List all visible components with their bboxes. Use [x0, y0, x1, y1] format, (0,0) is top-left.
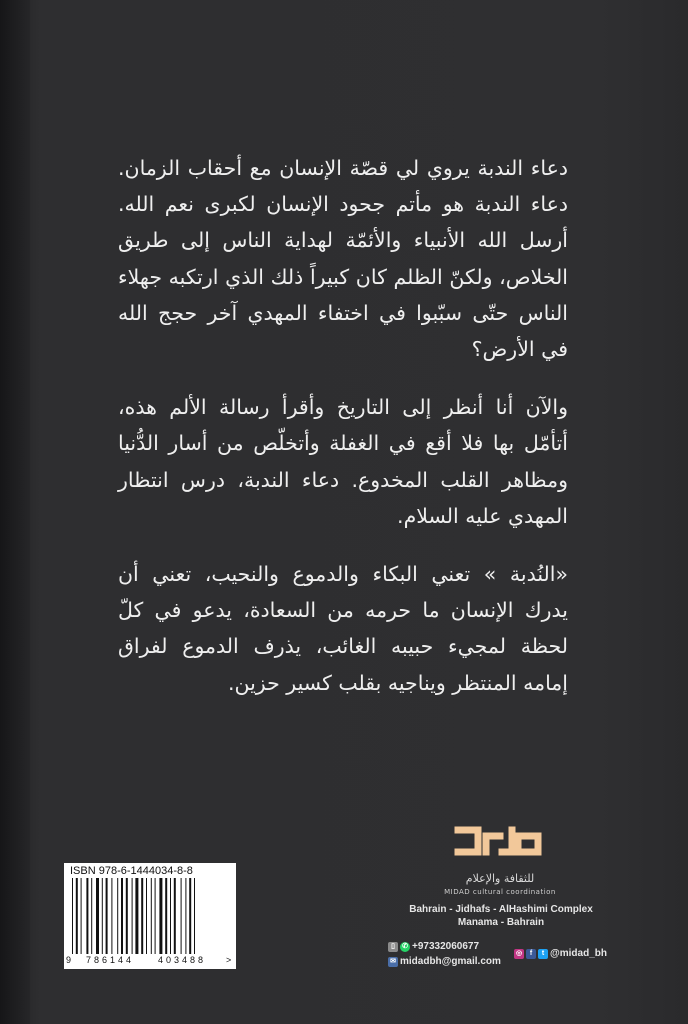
publisher-tagline-ar: للثقافة والإعلام: [465, 872, 535, 885]
phone-row: [388, 941, 479, 952]
facebook-icon: f: [526, 949, 536, 959]
publisher-logo: [430, 822, 570, 912]
blurb-paragraph-3: «النُدبة » تعني البكاء والدموع والنحيب، تعني أن يدرك الإنسان ما حرمه من السعادة، يدعو في كلّ لحظة لمجيء حبيبه الغائب، يذرف الدموع لفراق إمامه المنتظر ويناجيه بقلب كسير حزين.: [118, 562, 568, 695]
barcode-end-mark: >: [226, 955, 232, 965]
midad-logo-icon: [452, 822, 548, 868]
publisher-address: [396, 903, 606, 929]
barcode-digits-right: 403488: [158, 955, 207, 965]
barcode-digits-left: 786144: [86, 955, 135, 965]
blurb-paragraph-1: دعاء الندبة يروي لي قصّة الإنسان مع أحقاب الزمان. دعاء الندبة هو مأتم جحود الإنسان لكبرى نعم الله. أرسل الله الأنبياء والأئمّة لهداية الناس إلى طريق الخلاص، ولكنّ الظلم كان كبيراً ذلك الذي ارتكبه جهلاء الناس حتّى سبّبوا في اختفاء المهدي آخر حجج الله في الأرض؟: [118, 156, 568, 362]
whatsapp-icon: ✆: [400, 942, 410, 952]
publisher-tagline-en: MIDAD cultural coordination: [444, 888, 556, 896]
social-handle[interactable]: @midad_bh: [550, 948, 607, 959]
email-address[interactable]: midadbh@gmail.com: [400, 956, 501, 967]
blurb-paragraph-2: والآن أنا أنظر إلى التاريخ وأقرأ رسالة الألم هذه، أتأمّل بها فلا أقع في الغفلة وأتخلّص من أسار الدُّنيا ومظاهر القلب المخدوع. دعاء الندبة، درس انتظار المهدي عليه السلام.: [118, 395, 568, 528]
barcode-icon: [72, 878, 228, 954]
instagram-icon: ◎: [515, 949, 523, 957]
address-line-2: Manama - Bahrain: [457, 917, 545, 928]
blurb-text: [118, 150, 568, 723]
isbn-barcode: [64, 863, 236, 969]
phone-icon: ▯: [388, 942, 398, 952]
social-row: [514, 948, 607, 959]
address-line-1: Bahrain - Jidhafs - AlHashimi Complex: [409, 904, 593, 915]
isbn-label: ISBN 978-6-1444034-8-8: [70, 865, 193, 877]
phone-number[interactable]: +97332060677: [412, 941, 480, 952]
email-row: [388, 956, 501, 967]
twitter-icon: t: [538, 949, 548, 959]
spine-edge: [0, 0, 30, 1024]
email-icon: ✉: [388, 957, 398, 967]
barcode-digit-first: 9: [66, 955, 72, 965]
